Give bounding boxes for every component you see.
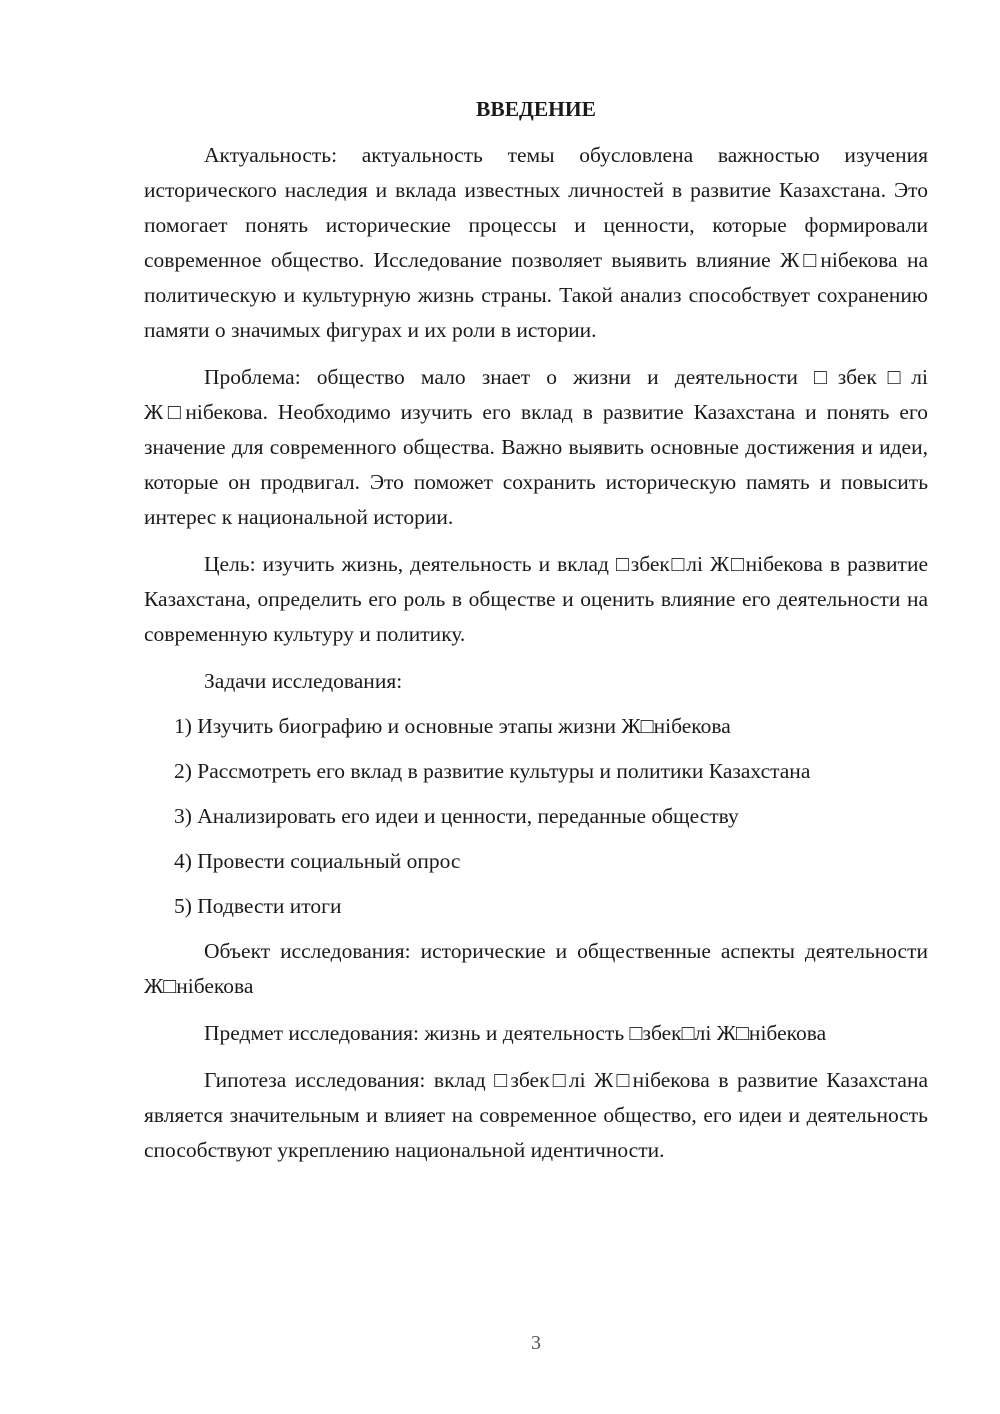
paragraph-subject: Предмет исследования: жизнь и деятельность □збек□лі Ж□нібекова bbox=[204, 1021, 827, 1045]
paragraph-relevance: Актуальность: актуальность темы обусловлена важностью изучения исторического наследия и вклада известных личностей в развитие Казахстана. Это помогает понять исторические процессы и ценности, которые формировали современное общество. Исследование позволяет выявить влияние Ж□нібекова на политическую и культурную жизнь страны. Такой анализ способствует сохранению памяти о значимых фигурах и их роли в истории. bbox=[144, 143, 928, 342]
list-item: 4) Провести социальный опрос bbox=[174, 849, 461, 873]
page-number: 3 bbox=[531, 1332, 541, 1354]
paragraph-object: Объект исследования: исторические и общественные аспекты деятельности Ж□нібекова bbox=[144, 939, 928, 998]
page-content bbox=[144, 92, 928, 1180]
tasks-heading: Задачи исследования: bbox=[204, 669, 403, 693]
list-item: 1) Изучить биографию и основные этапы жизни Ж□нібекова bbox=[174, 714, 731, 738]
list-item: 3) Анализировать его идеи и ценности, переданные обществу bbox=[174, 804, 739, 828]
paragraph-problem: Проблема: общество мало знает о жизни и деятельности □збек□лі Ж□нібекова. Необходимо изучить его вклад в развитие Казахстана и понять его значение для современного общества. Важно выявить основные достижения и идеи, которые он продвигал. Это поможет сохранить историческую память и повысить интерес к национальной истории. bbox=[144, 365, 928, 529]
list-item: 5) Подвести итоги bbox=[174, 894, 342, 918]
paragraph-hypothesis: Гипотеза исследования: вклад □збек□лі Ж□нібекова в развитие Казахстана является значительным и влияет на современное общество, его идеи и деятельность способствуют укреплению национальной идентичности. bbox=[144, 1068, 928, 1162]
paragraph-goal: Цель: изучить жизнь, деятельность и вклад □збек□лі Ж□нібекова в развитие Казахстана, определить его роль в обществе и оценить влияние его деятельности на современную культуру и политику. bbox=[144, 552, 928, 646]
tasks-list bbox=[144, 709, 928, 924]
list-item: 2) Рассмотреть его вклад в развитие культуры и политики Казахстана bbox=[174, 759, 811, 783]
page-title: ВВЕДЕНИЕ bbox=[476, 97, 596, 121]
